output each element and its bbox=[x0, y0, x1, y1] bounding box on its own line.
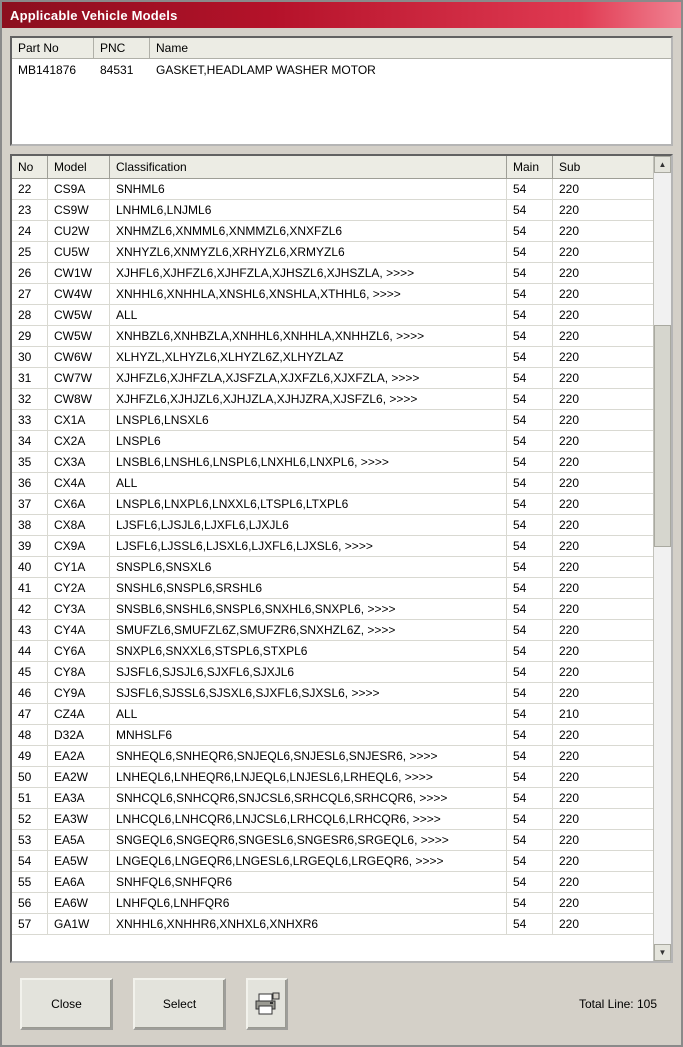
cell-main: 54 bbox=[507, 872, 553, 892]
print-button[interactable] bbox=[246, 978, 288, 1030]
cell-no: 45 bbox=[12, 662, 48, 682]
cell-no: 55 bbox=[12, 872, 48, 892]
cell-model: CW5W bbox=[48, 305, 110, 325]
table-row[interactable] bbox=[12, 368, 653, 389]
cell-sub: 220 bbox=[559, 413, 580, 427]
cell-sub: 220 bbox=[559, 560, 580, 574]
cell-model: CX1A bbox=[48, 410, 110, 430]
cell-model: CW6W bbox=[48, 347, 110, 367]
table-row[interactable] bbox=[12, 536, 653, 557]
part-info-panel bbox=[10, 36, 673, 146]
name-header: Name bbox=[150, 38, 671, 58]
cell-main: 54 bbox=[507, 410, 553, 430]
cell-no: 33 bbox=[12, 410, 48, 430]
cell-classification: XNHBZL6,XNHBZLA,XNHHL6,XNHHLA,XNHHZL6, >>>> bbox=[110, 326, 507, 346]
cell-main: 54 bbox=[507, 893, 553, 913]
table-row[interactable] bbox=[12, 599, 653, 620]
cell-model: D32A bbox=[48, 725, 110, 745]
cell-no: 50 bbox=[12, 767, 48, 787]
cell-classification: XJHFZL6,XJHJZL6,XJHJZLA,XJHJZRA,XJSFZL6, >>>> bbox=[110, 389, 507, 409]
cell-sub: 220 bbox=[559, 392, 580, 406]
table-row[interactable] bbox=[12, 389, 653, 410]
printer-icon bbox=[254, 992, 280, 1016]
table-row[interactable] bbox=[12, 683, 653, 704]
pnc-header: PNC bbox=[94, 38, 150, 58]
cell-no: 32 bbox=[12, 389, 48, 409]
table-row[interactable] bbox=[12, 914, 653, 935]
cell-model: CW4W bbox=[48, 284, 110, 304]
cell-no: 53 bbox=[12, 830, 48, 850]
models-table bbox=[10, 154, 673, 963]
cell-classification: SNSBL6,SNSHL6,SNSPL6,SNXHL6,SNXPL6, >>>> bbox=[110, 599, 507, 619]
part-no-header: Part No bbox=[12, 38, 94, 58]
cell-no: 54 bbox=[12, 851, 48, 871]
cell-model: CY4A bbox=[48, 620, 110, 640]
cell-sub: 220 bbox=[559, 266, 580, 280]
cell-model: CY8A bbox=[48, 662, 110, 682]
cell-sub: 220 bbox=[559, 308, 580, 322]
cell-classification: LJSFL6,LJSSL6,LJSXL6,LJXFL6,LJXSL6, >>>> bbox=[110, 536, 507, 556]
footer-bar bbox=[10, 963, 673, 1045]
cell-no: 52 bbox=[12, 809, 48, 829]
cell-classification: SNGEQL6,SNGEQR6,SNGESL6,SNGESR6,SRGEQL6, >>>> bbox=[110, 830, 507, 850]
cell-sub: 220 bbox=[559, 854, 580, 868]
cell-main: 54 bbox=[507, 914, 553, 934]
table-row[interactable] bbox=[12, 494, 653, 515]
cell-model: CW8W bbox=[48, 389, 110, 409]
cell-sub: 220 bbox=[559, 245, 580, 259]
cell-sub: 220 bbox=[559, 833, 580, 847]
table-row[interactable] bbox=[12, 305, 653, 326]
cell-classification: SMUFZL6,SMUFZL6Z,SMUFZR6,SNXHZL6Z, >>>> bbox=[110, 620, 507, 640]
cell-model: CY6A bbox=[48, 641, 110, 661]
table-row[interactable] bbox=[12, 347, 653, 368]
cell-sub: 220 bbox=[559, 182, 580, 196]
cell-no: 51 bbox=[12, 788, 48, 808]
table-body bbox=[12, 179, 653, 961]
table-row[interactable] bbox=[12, 809, 653, 830]
cell-main: 54 bbox=[507, 242, 553, 262]
cell-sub: 220 bbox=[559, 329, 580, 343]
cell-sub: 220 bbox=[559, 602, 580, 616]
cell-model: CZ4A bbox=[48, 704, 110, 724]
cell-sub: 220 bbox=[559, 371, 580, 385]
cell-model: EA2A bbox=[48, 746, 110, 766]
cell-classification: SNHCQL6,SNHCQR6,SNJCSL6,SRHCQL6,SRHCQR6, >>>> bbox=[110, 788, 507, 808]
cell-main: 54 bbox=[507, 452, 553, 472]
cell-no: 46 bbox=[12, 683, 48, 703]
table-row[interactable] bbox=[12, 431, 653, 452]
cell-sub: 220 bbox=[559, 350, 580, 364]
cell-classification: SJSFL6,SJSJL6,SJXFL6,SJXJL6 bbox=[110, 662, 507, 682]
cell-model: EA2W bbox=[48, 767, 110, 787]
cell-main: 54 bbox=[507, 389, 553, 409]
cell-model: CS9A bbox=[48, 179, 110, 199]
cell-classification: LNHEQL6,LNHEQR6,LNJEQL6,LNJESL6,LRHEQL6, >>>> bbox=[110, 767, 507, 787]
cell-classification: MNHSLF6 bbox=[110, 725, 507, 745]
cell-classification: LNGEQL6,LNGEQR6,LNGESL6,LRGEQL6,LRGEQR6, >>>> bbox=[110, 851, 507, 871]
table-row[interactable] bbox=[12, 452, 653, 473]
cell-sub: 220 bbox=[559, 686, 580, 700]
cell-model: CY9A bbox=[48, 683, 110, 703]
cell-model: CY2A bbox=[48, 578, 110, 598]
part-name-value: GASKET,HEADLAMP WASHER MOTOR bbox=[156, 63, 376, 77]
cell-classification: XNHMZL6,XNMML6,XNMMZL6,XNXFZL6 bbox=[110, 221, 507, 241]
table-row[interactable] bbox=[12, 641, 653, 662]
cell-classification: LNSBL6,LNSHL6,LNSPL6,LNXHL6,LNXPL6, >>>> bbox=[110, 452, 507, 472]
cell-main: 54 bbox=[507, 368, 553, 388]
cell-no: 23 bbox=[12, 200, 48, 220]
cell-sub: 220 bbox=[559, 917, 580, 931]
cell-no: 29 bbox=[12, 326, 48, 346]
table-row[interactable] bbox=[12, 704, 653, 725]
cell-main: 54 bbox=[507, 599, 553, 619]
cell-no: 34 bbox=[12, 431, 48, 451]
part-info-header-row bbox=[12, 38, 671, 59]
cell-main: 54 bbox=[507, 284, 553, 304]
cell-sub: 220 bbox=[559, 749, 580, 763]
cell-model: CX3A bbox=[48, 452, 110, 472]
cell-model: EA6A bbox=[48, 872, 110, 892]
cell-sub: 220 bbox=[559, 812, 580, 826]
cell-sub: 220 bbox=[559, 518, 580, 532]
cell-main: 54 bbox=[507, 473, 553, 493]
table-row[interactable] bbox=[12, 200, 653, 221]
scroll-up-arrow-icon[interactable]: ▲ bbox=[654, 156, 671, 173]
table-header-row bbox=[12, 156, 653, 179]
cell-model: CX9A bbox=[48, 536, 110, 556]
cell-sub: 220 bbox=[559, 497, 580, 511]
table-row[interactable] bbox=[12, 830, 653, 851]
cell-sub: 220 bbox=[559, 455, 580, 469]
table-row[interactable] bbox=[12, 578, 653, 599]
cell-model: CX6A bbox=[48, 494, 110, 514]
window-content bbox=[2, 28, 681, 1045]
table-row[interactable] bbox=[12, 620, 653, 641]
cell-classification: ALL bbox=[110, 305, 507, 325]
column-header-classification[interactable]: Classification bbox=[110, 156, 507, 178]
part-info-row bbox=[12, 59, 671, 78]
cell-model: CW1W bbox=[48, 263, 110, 283]
cell-model: CW7W bbox=[48, 368, 110, 388]
table-row[interactable] bbox=[12, 557, 653, 578]
table-row[interactable] bbox=[12, 893, 653, 914]
cell-classification: SJSFL6,SJSSL6,SJSXL6,SJXFL6,SJXSL6, >>>> bbox=[110, 683, 507, 703]
cell-model: EA6W bbox=[48, 893, 110, 913]
title-bar bbox=[2, 2, 681, 28]
table-row[interactable] bbox=[12, 263, 653, 284]
cell-sub: 220 bbox=[559, 434, 580, 448]
table-row[interactable] bbox=[12, 284, 653, 305]
cell-classification: XJHFZL6,XJHFZLA,XJSFZLA,XJXFZL6,XJXFZLA, >>>> bbox=[110, 368, 507, 388]
cell-no: 47 bbox=[12, 704, 48, 724]
cell-classification: ALL bbox=[110, 473, 507, 493]
cell-sub: 220 bbox=[559, 791, 580, 805]
table-row[interactable] bbox=[12, 767, 653, 788]
total-line-label: Total Line: 105 bbox=[578, 997, 657, 1011]
cell-classification: LJSFL6,LJSJL6,LJXFL6,LJXJL6 bbox=[110, 515, 507, 535]
cell-model: GA1W bbox=[48, 914, 110, 934]
cell-sub: 220 bbox=[559, 770, 580, 784]
cell-model: EA3W bbox=[48, 809, 110, 829]
cell-no: 48 bbox=[12, 725, 48, 745]
cell-main: 54 bbox=[507, 494, 553, 514]
cell-sub: 220 bbox=[559, 476, 580, 490]
cell-model: CX8A bbox=[48, 515, 110, 535]
cell-classification: LNSPL6 bbox=[110, 431, 507, 451]
cell-sub: 220 bbox=[559, 665, 580, 679]
cell-classification: XLHYZL,XLHYZL6,XLHYZL6Z,XLHYZLAZ bbox=[110, 347, 507, 367]
cell-classification: SNXPL6,SNXXL6,STSPL6,STXPL6 bbox=[110, 641, 507, 661]
cell-model: CW5W bbox=[48, 326, 110, 346]
cell-classification: LNHML6,LNJML6 bbox=[110, 200, 507, 220]
cell-no: 43 bbox=[12, 620, 48, 640]
cell-main: 54 bbox=[507, 767, 553, 787]
close-button[interactable]: Close bbox=[20, 978, 113, 1030]
models-table-inner bbox=[12, 156, 653, 961]
cell-classification: LNSPL6,LNSXL6 bbox=[110, 410, 507, 430]
table-row[interactable] bbox=[12, 221, 653, 242]
cell-main: 54 bbox=[507, 578, 553, 598]
cell-no: 40 bbox=[12, 557, 48, 577]
cell-sub: 220 bbox=[559, 728, 580, 742]
cell-sub: 220 bbox=[559, 581, 580, 595]
cell-main: 54 bbox=[507, 347, 553, 367]
scroll-thumb[interactable] bbox=[654, 325, 671, 547]
cell-no: 38 bbox=[12, 515, 48, 535]
cell-model: CY3A bbox=[48, 599, 110, 619]
cell-sub: 220 bbox=[559, 287, 580, 301]
cell-classification: XJHFL6,XJHFZL6,XJHFZLA,XJHSZL6,XJHSZLA, >>>> bbox=[110, 263, 507, 283]
table-row[interactable] bbox=[12, 851, 653, 872]
cell-model: EA3A bbox=[48, 788, 110, 808]
cell-main: 54 bbox=[507, 200, 553, 220]
cell-main: 54 bbox=[507, 620, 553, 640]
cell-no: 42 bbox=[12, 599, 48, 619]
column-header-sub[interactable]: Sub bbox=[553, 156, 653, 178]
cell-model: EA5W bbox=[48, 851, 110, 871]
cell-main: 54 bbox=[507, 830, 553, 850]
cell-main: 54 bbox=[507, 179, 553, 199]
cell-main: 54 bbox=[507, 536, 553, 556]
cell-model: CY1A bbox=[48, 557, 110, 577]
cell-main: 54 bbox=[507, 662, 553, 682]
cell-classification: XNHHL6,XNHHR6,XNHXL6,XNHXR6 bbox=[110, 914, 507, 934]
cell-no: 36 bbox=[12, 473, 48, 493]
cell-sub: 220 bbox=[559, 875, 580, 889]
cell-no: 56 bbox=[12, 893, 48, 913]
window-title: Applicable Vehicle Models bbox=[10, 7, 178, 23]
table-row[interactable] bbox=[12, 473, 653, 494]
cell-model: CU2W bbox=[48, 221, 110, 241]
select-button[interactable]: Select bbox=[133, 978, 226, 1030]
cell-no: 28 bbox=[12, 305, 48, 325]
cell-no: 25 bbox=[12, 242, 48, 262]
cell-no: 57 bbox=[12, 914, 48, 934]
cell-classification: LNHCQL6,LNHCQR6,LNJCSL6,LRHCQL6,LRHCQR6, >>>> bbox=[110, 809, 507, 829]
scroll-down-arrow-icon[interactable]: ▼ bbox=[654, 944, 671, 961]
cell-no: 39 bbox=[12, 536, 48, 556]
cell-sub: 220 bbox=[559, 896, 580, 910]
cell-main: 54 bbox=[507, 788, 553, 808]
cell-no: 49 bbox=[12, 746, 48, 766]
table-row[interactable] bbox=[12, 326, 653, 347]
cell-no: 22 bbox=[12, 179, 48, 199]
column-header-model[interactable]: Model bbox=[48, 156, 110, 178]
scroll-track[interactable] bbox=[654, 173, 671, 944]
cell-sub: 220 bbox=[559, 539, 580, 553]
cell-no: 27 bbox=[12, 284, 48, 304]
cell-main: 54 bbox=[507, 725, 553, 745]
cell-classification: SNHFQL6,SNHFQR6 bbox=[110, 872, 507, 892]
cell-main: 54 bbox=[507, 557, 553, 577]
cell-main: 54 bbox=[507, 431, 553, 451]
cell-no: 35 bbox=[12, 452, 48, 472]
cell-main: 54 bbox=[507, 746, 553, 766]
cell-sub: 220 bbox=[559, 623, 580, 637]
cell-model: CX4A bbox=[48, 473, 110, 493]
cell-classification: SNSHL6,SNSPL6,SRSHL6 bbox=[110, 578, 507, 598]
cell-no: 37 bbox=[12, 494, 48, 514]
cell-model: EA5A bbox=[48, 830, 110, 850]
cell-main: 54 bbox=[507, 641, 553, 661]
pnc-value: 84531 bbox=[100, 63, 134, 77]
cell-main: 54 bbox=[507, 326, 553, 346]
cell-sub: 210 bbox=[559, 707, 580, 721]
table-row[interactable] bbox=[12, 515, 653, 536]
column-header-main[interactable]: Main bbox=[507, 156, 553, 178]
cell-classification: SNHEQL6,SNHEQR6,SNJEQL6,SNJESL6,SNJESR6, >>>> bbox=[110, 746, 507, 766]
cell-classification: LNSPL6,LNXPL6,LNXXL6,LTSPL6,LTXPL6 bbox=[110, 494, 507, 514]
column-header-no[interactable]: No bbox=[12, 156, 48, 178]
cell-main: 54 bbox=[507, 809, 553, 829]
table-row[interactable] bbox=[12, 410, 653, 431]
table-vertical-scrollbar[interactable] bbox=[653, 156, 671, 961]
cell-main: 54 bbox=[507, 683, 553, 703]
cell-model: CS9W bbox=[48, 200, 110, 220]
cell-model: CU5W bbox=[48, 242, 110, 262]
cell-main: 54 bbox=[507, 305, 553, 325]
table-row[interactable] bbox=[12, 788, 653, 809]
cell-main: 54 bbox=[507, 263, 553, 283]
cell-classification: ALL bbox=[110, 704, 507, 724]
cell-main: 54 bbox=[507, 515, 553, 535]
cell-sub: 220 bbox=[559, 224, 580, 238]
table-row[interactable] bbox=[12, 746, 653, 767]
table-row[interactable] bbox=[12, 179, 653, 200]
cell-main: 54 bbox=[507, 851, 553, 871]
cell-no: 30 bbox=[12, 347, 48, 367]
cell-sub: 220 bbox=[559, 644, 580, 658]
cell-no: 24 bbox=[12, 221, 48, 241]
cell-classification: SNHML6 bbox=[110, 179, 507, 199]
cell-no: 31 bbox=[12, 368, 48, 388]
cell-classification: XNHHL6,XNHHLA,XNSHL6,XNSHLA,XTHHL6, >>>> bbox=[110, 284, 507, 304]
cell-main: 54 bbox=[507, 221, 553, 241]
table-row[interactable] bbox=[12, 242, 653, 263]
cell-model: CX2A bbox=[48, 431, 110, 451]
table-row[interactable] bbox=[12, 872, 653, 893]
cell-no: 44 bbox=[12, 641, 48, 661]
table-row[interactable] bbox=[12, 662, 653, 683]
cell-main: 54 bbox=[507, 704, 553, 724]
cell-classification: LNHFQL6,LNHFQR6 bbox=[110, 893, 507, 913]
table-row[interactable] bbox=[12, 725, 653, 746]
cell-classification: SNSPL6,SNSXL6 bbox=[110, 557, 507, 577]
cell-no: 26 bbox=[12, 263, 48, 283]
part-no-value: MB141876 bbox=[18, 63, 77, 77]
cell-classification: XNHYZL6,XNMYZL6,XRHYZL6,XRMYZL6 bbox=[110, 242, 507, 262]
cell-sub: 220 bbox=[559, 203, 580, 217]
cell-no: 41 bbox=[12, 578, 48, 598]
